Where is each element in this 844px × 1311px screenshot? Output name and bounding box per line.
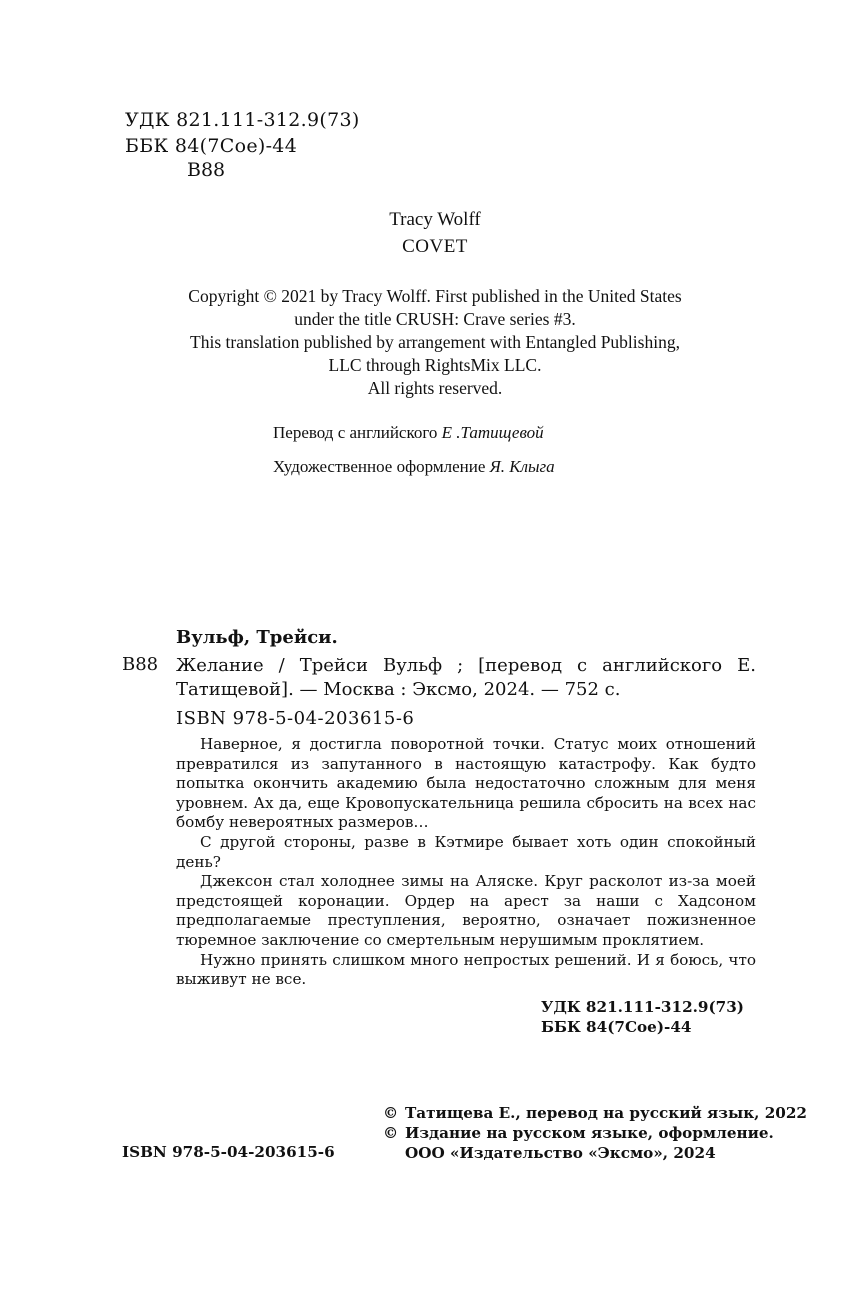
edition-copyright: Издание на русском языке, оформление.	[405, 1124, 774, 1142]
translation-copyright: Татищева Е., перевод на русский язык, 2022	[405, 1104, 808, 1122]
annotation-paragraph: С другой стороны, разве в Кэтмире бывает хоть один спокойный день?	[176, 832, 756, 871]
translator-credit	[273, 423, 544, 443]
copyright-symbol: ©	[383, 1124, 399, 1142]
author-code-top: В88	[187, 159, 226, 181]
udk-bbk-bottom	[541, 997, 744, 1037]
translator-label: Перевод с английского	[273, 423, 442, 442]
original-author: Tracy Wolff	[389, 209, 481, 230]
annotation	[176, 735, 756, 990]
artist-name: Я. Клыга	[489, 457, 555, 476]
copyright-symbol: ©	[383, 1104, 399, 1122]
udk-bbk-top	[125, 107, 360, 159]
translator-name: Е .Татищевой	[441, 423, 544, 442]
translation-copyright-line	[383, 1103, 807, 1123]
annotation-paragraph: Нужно принять слишком много непростых решений. И я боюсь, что выживут не все.	[176, 950, 756, 989]
copyright-line: This translation published by arrangement with Entangled Publishing,	[190, 332, 680, 352]
copyright-line: All rights reserved.	[367, 378, 503, 398]
artist-credit	[273, 457, 555, 477]
copyright-block	[0, 285, 844, 400]
copyright-line: LLC through RightsMix LLC.	[328, 355, 542, 375]
artist-label: Художественное оформление	[273, 457, 490, 476]
original-title: COVET	[402, 236, 468, 257]
annotation-paragraph: Наверное, я достигла поворотной точки. Статус моих отношений превратился из запутанного в настоящую катастрофу. Как будто попытка окончить академию была недостаточно сложным для меня уровнем. Ах да, еще Кровопускательница решила сбросить на всех нас бомбу невероятных размеров…	[176, 735, 756, 832]
udk-top: УДК 821.111-312.9(73)	[125, 109, 360, 131]
catalog-description: Желание / Трейси Вульф ; [перевод с английского Е. Татищевой]. — Москва : Эксмо, 2024. — 752 с.	[176, 655, 756, 700]
edition-copyright-line	[383, 1123, 807, 1143]
edition-copyright-line-2	[383, 1143, 807, 1163]
isbn-bottom: ISBN 978-5-04-203615-6	[122, 1143, 335, 1161]
catalog-code: В88	[122, 654, 159, 675]
udk-bottom: УДК 821.111-312.9(73)	[541, 998, 744, 1016]
bbk-top: ББК 84(7Сое)-44	[125, 135, 298, 157]
copyright-line: under the title CRUSH: Crave series #3.	[294, 309, 576, 329]
catalog-isbn: ISBN 978-5-04-203615-6	[176, 708, 415, 729]
copyright-line: Copyright © 2021 by Tracy Wolff. First published in the United States	[188, 286, 682, 306]
catalog-author-heading: Вульф, Трейси.	[176, 627, 338, 648]
imprint-copyrights	[383, 1103, 807, 1163]
publisher-copyright: ООО «Издательство «Эксмо», 2024	[405, 1144, 716, 1162]
annotation-paragraph: Джексон стал холоднее зимы на Аляске. Круг расколот из-за моей предстоящей коронации. Ордер на арест за наши с Хадсоном предполагаемые преступления, вероятно, означает пожизненное тюремное заключение со смертельным нерушимым проклятием.	[176, 872, 756, 949]
bbk-bottom: ББК 84(7Сое)-44	[541, 1018, 692, 1036]
